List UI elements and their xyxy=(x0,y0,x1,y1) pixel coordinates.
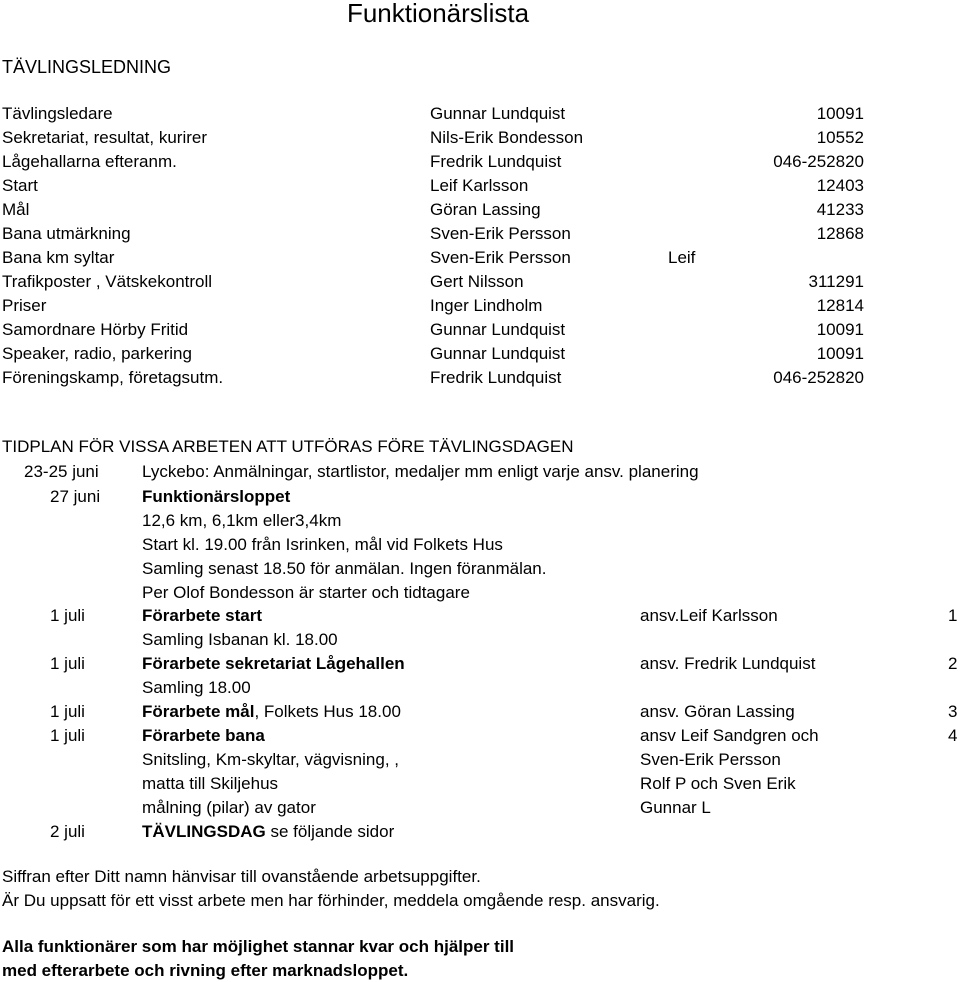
name-cell: Gunnar Lundquist xyxy=(430,320,566,339)
phone-cell: 10552 xyxy=(816,128,864,147)
task-detail: Snitsling, Km-skyltar, vägvisning, , xyxy=(142,750,399,769)
task-title: Förarbete mål xyxy=(142,702,255,721)
task-number: 1 xyxy=(948,606,958,625)
responsible-cell: ansv Leif Sandgren och xyxy=(640,726,819,745)
task-detail: Samling Isbanan kl. 18.00 xyxy=(142,630,338,649)
name-cell: Fredrik Lundquist xyxy=(430,152,562,171)
phone-cell: 311291 xyxy=(808,272,864,291)
task-detail: , Folkets Hus 18.00 xyxy=(254,702,401,721)
responsible-cell: ansv. Göran Lassing xyxy=(640,702,795,721)
role-cell: Bana km syltar xyxy=(2,248,115,267)
task-detail: Per Olof Bondesson är starter och tidtagare xyxy=(142,583,470,602)
task-detail: Samling senast 18.50 för anmälan. Ingen föranmälan. xyxy=(142,559,547,578)
date-cell: 1 juli xyxy=(50,702,85,721)
role-cell: Tävlingsledare xyxy=(2,104,113,123)
date-cell: 23-25 juni xyxy=(24,462,99,481)
page-title: Funktionärslista xyxy=(346,0,530,28)
responsible-cell: Gunnar L xyxy=(640,798,711,817)
name-cell: Sven-Erik Persson xyxy=(430,248,571,267)
task-title: Förarbete sekretariat Lågehallen xyxy=(142,654,405,673)
date-cell: 2 juli xyxy=(50,822,85,841)
phone-cell: 10091 xyxy=(816,320,864,339)
task-title: TÄVLINGSDAG xyxy=(142,822,266,841)
phone-cell: 41233 xyxy=(816,200,864,219)
task-title: Förarbete bana xyxy=(142,726,265,745)
extra-cell: Leif xyxy=(668,248,696,267)
phone-cell: 12868 xyxy=(816,224,864,243)
footer-note: Är Du uppsatt för ett visst arbete men har förhinder, meddela omgående resp. ansvarig. xyxy=(2,891,660,910)
task-number: 4 xyxy=(948,726,958,745)
date-cell: 1 juli xyxy=(50,654,85,673)
task-title: Förarbete start xyxy=(142,606,262,625)
role-cell: Trafikposter , Vätskekontroll xyxy=(2,272,213,291)
task-detail: Start kl. 19.00 från Isrinken, mål vid Folkets Hus xyxy=(142,535,503,554)
task-detail: se följande sidor xyxy=(265,822,395,841)
task-cell: Lyckebo: Anmälningar, startlistor, medaljer mm enligt varje ansv. planering xyxy=(142,462,699,481)
task-cell xyxy=(142,823,394,840)
task-number: 3 xyxy=(948,702,958,721)
responsible-cell: Rolf P och Sven Erik xyxy=(640,774,796,793)
date-cell: 27 juni xyxy=(50,487,101,506)
footer-note: Siffran efter Ditt namn hänvisar till ovanstående arbetsuppgifter. xyxy=(2,867,481,886)
name-cell: Gunnar Lundquist xyxy=(430,344,566,363)
name-cell: Gunnar Lundquist xyxy=(430,104,566,123)
role-cell: Mål xyxy=(2,200,30,219)
responsible-cell: ansv. Fredrik Lundquist xyxy=(640,654,816,673)
phone-cell: 046-252820 xyxy=(773,368,864,387)
date-cell: 1 juli xyxy=(50,606,85,625)
name-cell: Nils-Erik Bondesson xyxy=(430,128,584,147)
name-cell: Sven-Erik Persson xyxy=(430,224,571,243)
responsible-cell: ansv.Leif Karlsson xyxy=(640,606,778,625)
role-cell: Start xyxy=(2,176,38,195)
name-cell: Leif Karlsson xyxy=(430,176,529,195)
task-title: Funktionärsloppet xyxy=(142,487,291,506)
role-cell: Speaker, radio, parkering xyxy=(2,344,192,363)
role-cell: Priser xyxy=(2,296,47,315)
phone-cell: 046-252820 xyxy=(773,152,864,171)
section-heading-schedule: TIDPLAN FÖR VISSA ARBETEN ATT UTFÖRAS FÖRE TÄVLINGSDAGEN xyxy=(2,437,574,456)
name-cell: Gert Nilsson xyxy=(430,272,524,291)
task-number: 2 xyxy=(948,654,958,673)
responsible-cell: Sven-Erik Persson xyxy=(640,750,781,769)
phone-cell: 10091 xyxy=(816,104,864,123)
section-heading-leadership: TÄVLINGSLEDNING xyxy=(2,57,172,77)
name-cell: Inger Lindholm xyxy=(430,296,543,315)
name-cell: Fredrik Lundquist xyxy=(430,368,562,387)
footer-bold-note: med efterarbete och rivning efter marknadsloppet. xyxy=(2,961,409,980)
task-cell xyxy=(142,703,401,720)
name-cell: Göran Lassing xyxy=(430,200,541,219)
role-cell: Lågehallarna efteranm. xyxy=(2,152,177,171)
task-detail: målning (pilar) av gator xyxy=(142,798,316,817)
task-detail: Samling 18.00 xyxy=(142,678,251,697)
task-detail: matta till Skiljehus xyxy=(142,774,279,793)
footer-bold-note: Alla funktionärer som har möjlighet stannar kvar och hjälper till xyxy=(2,937,515,956)
phone-cell: 10091 xyxy=(816,344,864,363)
date-cell: 1 juli xyxy=(50,726,85,745)
phone-cell: 12403 xyxy=(816,176,864,195)
role-cell: Föreningskamp, företagsutm. xyxy=(2,368,224,387)
role-cell: Sekretariat, resultat, kurirer xyxy=(2,128,208,147)
phone-cell: 12814 xyxy=(816,296,864,315)
role-cell: Samordnare Hörby Fritid xyxy=(2,320,189,339)
task-detail: 12,6 km, 6,1km eller3,4km xyxy=(142,511,342,530)
role-cell: Bana utmärkning xyxy=(2,224,131,243)
